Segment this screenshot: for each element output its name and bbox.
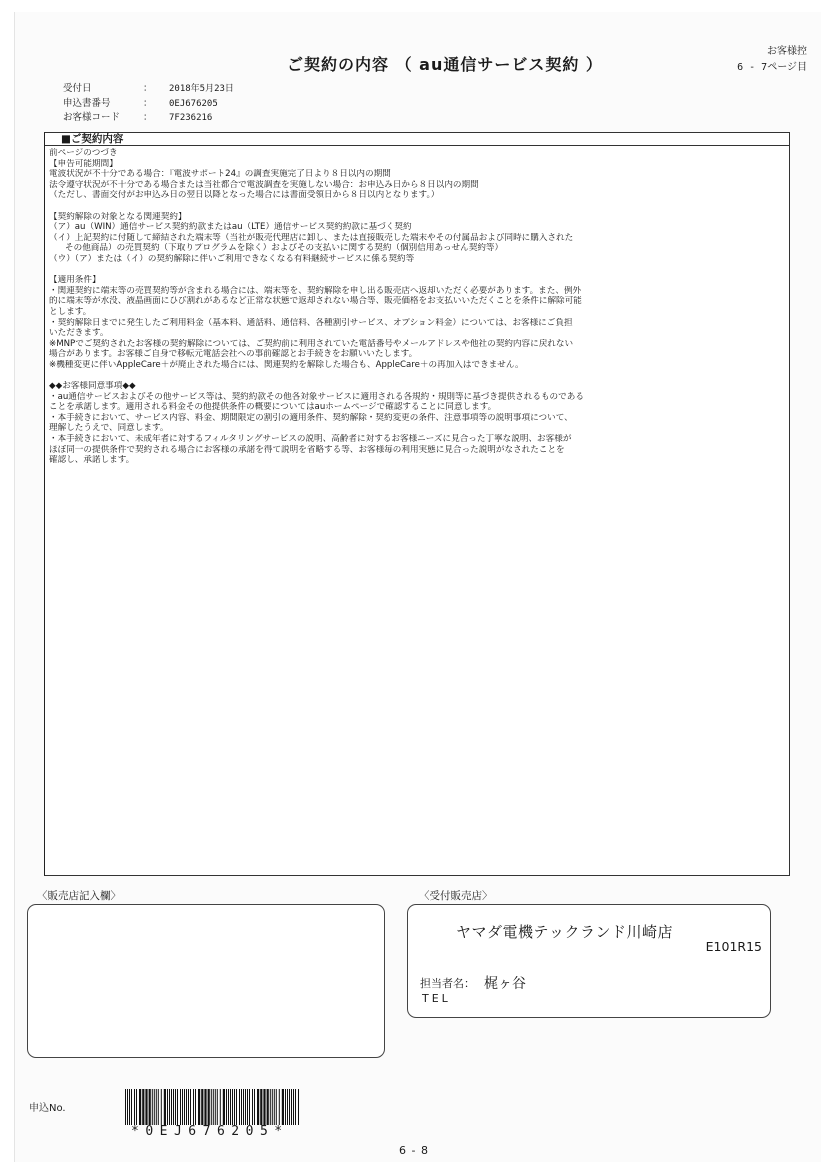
meta-value: 7F236216 [169,113,213,123]
barcode-bar [239,1089,240,1125]
contract-text-line: 確認し、承諾します。 [49,455,135,466]
barcode-bar [204,1089,206,1125]
barcode-bar [252,1089,253,1125]
barcode-bar [274,1089,275,1125]
barcode-bar [186,1089,187,1125]
meta-colon: ： [143,97,153,109]
barcode-bar [220,1089,221,1125]
page-title: ご契約の内容 （ au通信サービス契約 ） [287,55,603,74]
barcode-bar [263,1089,265,1125]
meta-colon: ： [143,112,153,123]
contract-text-line: ・本手続きにおいて、未成年者に対するフィルタリングサービスの説明、高齢者に対するお客様ニーズに見合った丁寧な説明、お客様が [49,434,572,445]
barcode-bar [282,1089,284,1125]
barcode-bar [142,1089,144,1125]
contract-text-line: （ア）au（WIN）通信サービス契約約款またはau（LTE）通信サービス契約約款に基づく契約 [49,222,412,233]
barcode-bar [267,1089,269,1125]
application-number-label: 申込No. [29,1103,66,1114]
barcode-bar [223,1089,225,1125]
barcode-bar [175,1089,176,1125]
barcode-bar [173,1089,174,1125]
barcode-bar [134,1089,135,1125]
barcode-bar [228,1089,229,1125]
contract-text-line: 場合があります。お客様ご自身で移転元電話会社への事前確認とお手続きをお願いいたします。 [49,349,418,360]
barcode-bar [156,1089,157,1125]
barcode-bar [217,1089,218,1125]
barcode-bar [298,1089,299,1125]
dealer-entry-box [27,904,385,1058]
meta-key: 申込書番号 [63,97,111,109]
contract-text-line: ・関連契約に端末等の売買契約等が含まれる場合には、端末等を、契約解除を申し出る販売店へ返却いただく必要があります。また、例外 [49,285,582,296]
barcode-bar [125,1089,126,1125]
barcode-bar [154,1089,155,1125]
tel-label: TEL [422,992,451,1005]
barcode-bar [289,1089,290,1125]
barcode-bar [164,1089,166,1125]
barcode-bar [127,1089,128,1125]
barcode-bar [291,1089,292,1125]
barcode-bar [257,1089,259,1125]
barcode-bar [279,1089,280,1125]
barcode-bar [276,1089,277,1125]
barcode-bar [285,1089,286,1125]
barcode-bar [232,1089,233,1125]
contract-text-line: 法令遵守状況が不十分である場合または当社都合で電波調査を実施しない場合：お申込み日から８日以内の期間 [49,179,479,190]
meta-colon: ： [143,83,153,94]
barcode-bar [215,1089,216,1125]
contract-text-line: （イ）上記契約に付随して締結された端末等（当社が販売代理店に卸し、または直接販売した端末やその付属品および同時に購入された [49,232,574,243]
contract-text-line: 的に端末等が水没、液晶画面にひび割れがあるなど正常な状態で返却されない場合等、販売価格をお支払いいただくことを条件に解除可能 [49,296,582,307]
barcode-bar [254,1089,255,1125]
contract-text-line: （ただし、書面交付がお申込み日の翌日以降となった場合には書面受領日から８日以内となります。） [49,190,440,201]
contract-heading: ■ご契約内容 [45,133,789,146]
barcode-bar [188,1089,189,1125]
barcode-bar [152,1089,153,1125]
barcode-bar [272,1089,273,1125]
barcode-bar [136,1089,137,1125]
meta-row-customer-code [63,111,234,126]
meta-key: 受付日 [63,83,92,94]
contract-text-line: ・au通信サービスおよびその他サービス等は、契約約款その他各対象サービスに適用される各規約・規則等に基づき提供されるものである [49,391,584,402]
meta-value: 2018年5月23日 [169,84,234,94]
barcode-bar [129,1089,130,1125]
barcode-bar [182,1089,183,1125]
blank-line [49,201,783,212]
contract-body [45,146,789,466]
contract-text-line: （ウ）（ア）または（イ）の契約解除に伴いご利用できなくなる有料継続サービスに係る契約等 [49,253,415,264]
contract-text-line: とします。 [49,306,92,317]
contract-text-line: 電波状況が不十分である場合：『電波サポート24』の調査実施完了日より８日以内の期間 [49,169,391,180]
shop-code: E101R15 [705,939,762,954]
contract-text-line: いただきます。 [49,328,109,339]
customer-copy-label: お客様控 [767,46,807,57]
meta-row-application-number [63,97,234,112]
barcode-bar [234,1089,235,1125]
contract-text-line: ※機種変更に伴いAppleCare＋が廃止された場合には、関連契約を解除した場合も、AppleCare＋の再加入はできません。 [49,359,524,370]
staff-name: 梶ヶ谷 [484,976,526,992]
barcode-bar [260,1089,262,1125]
dealer-entry-label: 〈販売店記入欄〉 [37,890,121,902]
barcode-bar [171,1089,172,1125]
contract-text-line: ◆◆お客様同意事項◆◆ [49,381,136,392]
blank-line [49,265,783,276]
page-number: 6 - 8 [399,1144,429,1157]
barcode-bar [158,1089,159,1125]
meta-row-date [63,82,234,97]
barcode-bar [145,1089,147,1125]
barcode-bar [198,1089,200,1125]
page-range-label: 6 - 7ページ目 [737,62,807,73]
contract-text-line: 理解したうえで、同意します。 [49,423,169,434]
shop-name: ヤマダ電機テックランド川崎店 [456,923,674,941]
barcode-bar [249,1089,250,1125]
barcode-bar [213,1089,214,1125]
barcode-bar [287,1089,288,1125]
barcode-bar [243,1089,244,1125]
barcode-bar [177,1089,178,1125]
application-meta [63,82,234,126]
contract-text-line: ことを承諾します。適用される料金その他提供条件の概要についてはauホームページで確認することに同意します。 [49,402,497,413]
contract-text-line: 前ページのつづき [49,148,118,158]
barcode-bar [190,1089,191,1125]
barcode-bar [167,1089,168,1125]
barcode-bar [295,1089,296,1125]
barcode-text: *0EJ676205* [131,1124,289,1139]
meta-key: お客様コード [63,112,121,123]
contract-text-line: ・本手続きにおいて、サービス内容、料金、期間限定の割引の適用条件、契約解除・契約変更の条件、注意事項等の説明事項について、 [49,412,573,423]
barcode-bar [211,1089,212,1125]
contract-text-line: 【申告可能期間】 [49,158,118,169]
barcode-bar [180,1089,181,1125]
barcode-bar [131,1089,132,1125]
barcode-bar [184,1089,185,1125]
barcode-bar [245,1089,246,1125]
barcode-bar [230,1089,231,1125]
barcode-bar [293,1089,294,1125]
meta-value: 0EJ676205 [169,98,218,109]
barcode-bar [161,1089,162,1125]
blank-line [49,370,783,381]
barcode-bar [169,1089,170,1125]
reception-shop-box [407,904,771,1018]
barcode-bar [247,1089,248,1125]
document-page [14,12,821,1162]
barcode-bar [270,1089,271,1125]
contract-text-line: ほぼ同一の提供条件で契約される場合にお客様の承諾を得て説明を省略する等、お客様毎の利用実態に見合った説明がなされたことを [49,444,565,455]
barcode-bar [139,1089,141,1125]
application-barcode [125,1089,301,1125]
barcode-bar [195,1089,196,1125]
barcode-bar [226,1089,227,1125]
contract-text-line: 【適用条件】 [49,275,101,286]
barcode-bar [149,1089,151,1125]
staff-name-label: 担当者名： [420,977,475,990]
barcode-bar [201,1089,203,1125]
barcode-bar [208,1089,210,1125]
barcode-bar [236,1089,237,1125]
contract-text-line: その他商品）の売買契約（下取りプログラムを除く）およびその支払いに関する契約（個別信用あっせん契約等） [65,243,504,254]
reception-shop-label: 〈受付販売店〉 [419,890,493,902]
contract-details-box [44,132,790,876]
contract-text-line: 【契約解除の対象となる関連契約】 [49,211,187,222]
barcode-bar [193,1089,194,1125]
barcode-bar [241,1089,242,1125]
contract-text-line: ・契約解除日までに発生したご利用料金（基本料、通話料、通信料、各種割引サービス、オプション料金）については、お客様にご負担 [49,317,573,328]
contract-text-line: ※MNPでご契約されたお客様の契約解除については、ご契約前に利用されていた電話番号やメールアドレスや他社の契約内容に戻れない [49,338,574,349]
